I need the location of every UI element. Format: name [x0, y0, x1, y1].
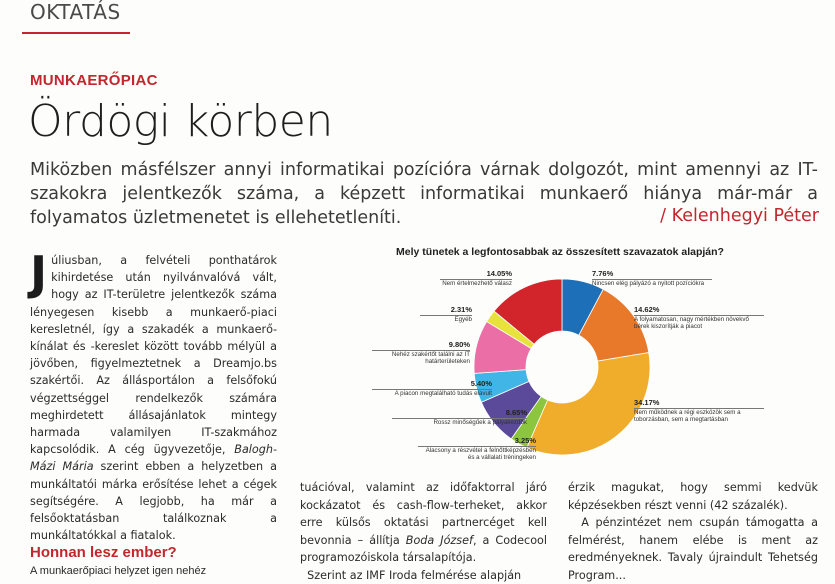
- section-rule: [22, 32, 130, 34]
- label-4: [392, 409, 527, 426]
- label-0-text: Nincsen elég pályázó a nyitott pozíciókra: [592, 279, 705, 287]
- label-1: [634, 306, 764, 331]
- article-headline: Ördögi körben: [28, 96, 333, 147]
- col3-paragraph-2: A pénzintézet nem csupán támogatta a felmérést, hanem elébe is ment az eredményeknek. Tavaly újraindult Tehetség Program...: [568, 516, 818, 582]
- label-6-text: Nehéz szakértőt találni az IT határterületeken: [391, 350, 470, 365]
- col1-paragraph: úliusban, a felvételi ponthatárok kihirdetése után nyilvánvalóvá vált, hogy az IT-területre jelentkezők száma lényegesen kisebb a munkaerő-piaci keresletnél, így a szakadék a munkaerő-kínálat és -kereslet között tovább mélyül a jövőben, figyelmeztetnek a Dreamjo.bs szakértői. Az állásportálon a felsőfokú végzettséggel rendelkezők számára meghirdetett állásajánlatok mintegy harmada valamilyen IT-szakmához kapcsolódik. A cég ügyvezetője,: [30, 254, 277, 457]
- label-2: [634, 399, 764, 424]
- label-6-value: 9.80%: [448, 340, 470, 349]
- label-3: [418, 437, 536, 462]
- label-8: [440, 270, 512, 287]
- label-4-text: Rossz minőségűek a pályakezdők: [433, 418, 527, 426]
- label-0: [592, 270, 712, 287]
- label-8-text: Nem értelmezhető válasz: [442, 279, 512, 287]
- label-7-value: 2.31%: [450, 305, 472, 314]
- donut-chart: [300, 262, 820, 472]
- body-subhead: Honnan lesz ember?: [30, 544, 177, 561]
- article-author: / Kelenhegyi Péter: [660, 206, 819, 226]
- col2-paragraph-2: Szerint az IMF Iroda felmérése alapján: [307, 568, 522, 582]
- label-7: [420, 306, 472, 323]
- label-5-text: A piacon megtalálható tudás elavult: [394, 389, 492, 397]
- label-7-text: Egyéb: [454, 315, 472, 323]
- label-8-value: 14.05%: [486, 269, 512, 278]
- col2-paragraph: tuációval, valamint az időfaktorral járó kockázatot és cash-flow-terheket, akkor erre külsős oktatási partnercéget kell bevonnia – állítja: [300, 481, 547, 547]
- label-0-value: 7.76%: [592, 269, 614, 278]
- person-name: Boda József: [405, 533, 473, 547]
- col2-paragraph-end: , a Codecool programozóiskola társalapítója.: [300, 533, 547, 564]
- label-5-value: 5.40%: [470, 379, 492, 388]
- label-1-value: 14.62%: [634, 305, 660, 314]
- col1-tail-text: A munkaerőpiaci helyzet igen nehéz: [30, 565, 207, 577]
- donut-slices: [474, 279, 650, 455]
- body-column-3: [568, 479, 818, 582]
- label-2-value: 34.17%: [634, 398, 660, 407]
- body-column-1: [30, 246, 277, 544]
- col3-paragraph: érzik magukat, hogy semmi kedvük képzésekben részt venni (42 százalék).: [568, 481, 818, 512]
- person-name: Balogh-Mázi Mária: [30, 443, 277, 474]
- section-title: OKTATÁS: [30, 0, 121, 24]
- label-2-text: Nem működnek a régi eszközök sem a toborzásban, sem a megtartásban: [634, 408, 741, 423]
- drop-cap: J: [30, 246, 48, 300]
- article-lead: Miközben másfélszer annyi informatikai pozícióra várnak dolgozót, mint amennyi az IT-szakokra jelentkezők száma, a képzett informatikai munkaerő hiánya már-már a folyamatos üzletmenetet is ellehetetleníti.: [30, 160, 818, 228]
- label-5: [372, 380, 492, 397]
- article-kicker: MUNKAERŐPIAC: [30, 72, 158, 89]
- label-1-text: A folyamatosan, nagy mértékben növekvő bérek kiszorítják a piacot: [634, 315, 749, 330]
- label-3-value: 3.25%: [514, 436, 536, 445]
- label-6: [372, 341, 470, 366]
- col1-paragraph-end: szerint ebben a helyzetben a munkáltatói márka erősítése lehet a cégek segítségére. A legjobb, ha már a felsőoktatásban találkoznak a munkáltatókkal a fiatalok.: [30, 460, 277, 543]
- body-column-2: [300, 479, 547, 582]
- label-3-text: Alacsony a részvétel a felnőttképzésben és a vállalati tréningeken: [425, 446, 536, 461]
- label-4-value: 8.65%: [505, 408, 527, 417]
- chart-title: Mely tünetek a legfontosabbak az összesített szavazatok alapján?: [396, 246, 724, 258]
